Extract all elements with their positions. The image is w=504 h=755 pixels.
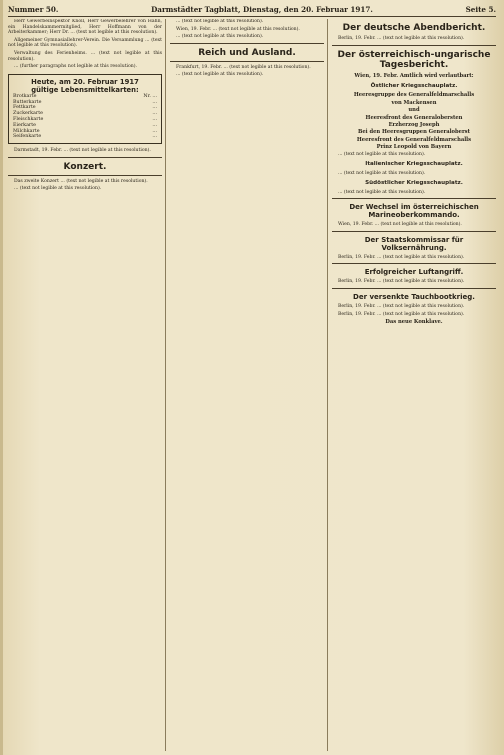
tagesbericht-heading: Der österreichisch-ungarische Tagesbericht. [337,49,491,70]
section-rule [332,231,496,232]
article-paragraph: Berlin, 19. Febr. ... (text not legible at this resolution). [338,304,465,310]
ration-value: ... [152,111,157,117]
column-left [8,19,162,751]
ration-value: Nr. ... [143,93,157,99]
column-divider [165,19,166,751]
article-paragraph: Wien, 19. Febr. ... (text not legible at this resolution). [338,222,462,228]
article-paragraph: Herr Gewerbeinspektor Knoll, Herr Gewerbelehrer von Hahn, ein Handelskammermitglied, Herr Hoffmann von der Arbeiterkammer; Herr Dr. ... (text not legible at this resolution). [8,19,162,36]
ration-value: ... [152,105,157,111]
announcement-line: Bei den Heeresgruppen Generaloberst [358,129,470,136]
ration-label: Zuckerkarte [13,111,43,117]
article-paragraph: Darmstadt, 19. Febr. ... (text not legible at this resolution). [14,148,151,154]
article-paragraph: Berlin, 19. Febr. ... (text not legible at this resolution). [338,311,465,317]
column-middle [170,19,324,751]
ration-value: ... [152,99,157,105]
ration-label: Fettkarte [13,105,36,111]
page-number: Seite 5. [465,4,496,14]
article-paragraph: Berlin, 19. Febr. ... (text not legible at this resolution). [338,36,465,41]
article-paragraph: ... (text not legible at this resolution). [338,151,426,157]
announcement-line: Erzherzog Joseph [388,122,440,129]
article-paragraph: ... (text not legible at this resolution). [338,170,426,176]
article-paragraph: Berlin, 19. Febr. ... (text not legible at this resolution). [338,279,465,285]
dateline: Wien, 19. Febr. Amtlich wird verlautbart: [354,72,474,79]
section-rule [170,43,324,44]
ration-label: Seifenkarte [13,134,42,140]
announcement-line: Heeresfront des Generalfeldmarschalls [356,136,472,143]
luftangriff-heading: Erfolgreicher Luftangriff. [364,268,464,277]
article-paragraph: Wien, 19. Febr. ... (text not legible at this resolution). [176,26,300,32]
announcement-line: von Mackensen [391,99,437,106]
section-rule [332,263,496,264]
article-paragraph: ... (text not legible at this resolution). [176,19,264,24]
article-paragraph: Frankfurt, 19. Febr. ... (text not legible at this resolution). [176,64,311,70]
announcement-line: Prinz Leopold von Bayern [376,144,452,151]
ration-row [13,134,157,140]
ration-box-title: Heute, am 20. Februar 1917 [31,77,139,86]
section-rule [170,61,324,62]
ration-card-box [8,74,162,144]
article-paragraph: ... (text not legible at this resolution). [176,34,264,40]
front-heading: Südöstlicher Kriegsschauplatz. [365,180,463,187]
section-rule [332,288,496,289]
abendbericht-heading: Der deutsche Abendbericht. [342,23,486,33]
marine-heading: Der Wechsel im österreichischen Marineoberkommando. [349,203,479,220]
header-rule [8,16,496,17]
page-header [8,2,496,16]
column-right [332,19,496,751]
section-rule [8,157,162,158]
tauchboot-heading: Der versenkte Tauchbootkrieg. [353,293,475,302]
section-rule [332,45,496,46]
ration-label: Brotkarte [13,93,37,99]
front-heading: Italienischer Kriegsschauplatz. [365,161,463,168]
konzert-heading: Konzert. [63,161,107,172]
article-paragraph: ... (text not legible at this resolution). [176,72,264,78]
announcement-line: und [408,107,420,114]
ration-value: ... [152,134,157,140]
binding-edge [0,0,3,755]
article-paragraph: Berlin, 19. Febr. ... (text not legible at this resolution). [338,254,465,260]
column-divider [327,19,328,751]
announcement-line: Heeresfront des Generalobersten [365,114,463,121]
article-paragraph: Das zweite Konzert ... (text not legible at this resolution). [14,178,148,184]
article-tail-heading: Das neue Konklave. [385,319,443,326]
ration-value: ... [152,122,157,128]
announcement-line: Heeresgruppe des Generalfeldmarschalls [353,92,475,99]
ration-label: Butterkarte [13,99,42,105]
ration-box-subtitle: gültige Lebensmittelkarten: [31,85,139,94]
section-rule [332,198,496,199]
article-paragraph: ... (further paragraphs not legible at this resolution). [14,64,137,70]
article-paragraph: ... (text not legible at this resolution). [338,189,426,195]
staatskommissar-heading: Der Staatskommissar für Volksernährung. [364,235,464,252]
front-heading: Östlicher Kriegsschauplatz. [370,83,458,89]
ration-value: ... [152,116,157,122]
ration-label: Milchkarte [13,128,40,134]
ration-label: Fleischkarte [13,116,44,122]
article-paragraph: Allgemeiner Gymnasiallehrer-Verein. Die Versammlung ... (text not legible at this resolution). [8,37,162,49]
article-paragraph: ... (text not legible at this resolution). [14,186,102,192]
ration-value: ... [152,128,157,134]
ration-label: Eierkarte [13,122,36,128]
issue-number: Nummer 50. [8,4,59,14]
masthead-line: Darmstädter Tagblatt, Dienstag, den 20. Februar 1917. [151,4,373,14]
article-paragraph: Verwaltung des Ferienheims. ... (text not legible at this resolution). [8,50,162,62]
section-rule [8,175,162,176]
reich-ausland-heading: Reich und Ausland. [198,47,296,58]
